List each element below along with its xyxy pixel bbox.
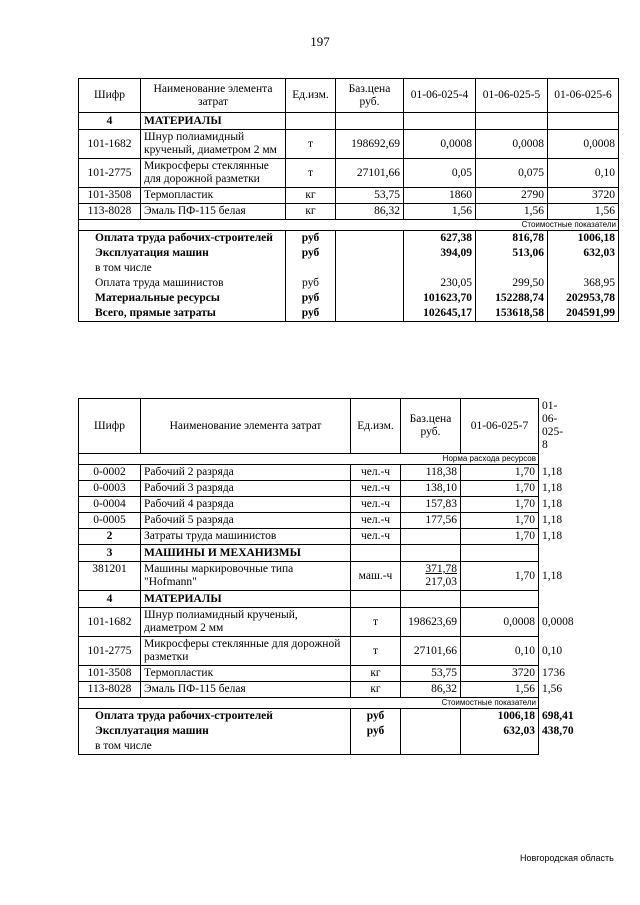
- cell-value: 0,0008: [476, 130, 548, 159]
- total-row: Оплата труда рабочих-строителей руб 1006,18 698,41: [79, 709, 539, 725]
- cell-name: Термопластик: [141, 666, 351, 682]
- total-value: 202953,78: [548, 291, 619, 306]
- section-row-machines: [79, 545, 539, 562]
- cell-value: 0,05: [404, 159, 476, 188]
- cell-value: 1,56: [476, 204, 548, 220]
- total-unit: руб: [351, 724, 401, 739]
- col-header-code: Шифр: [79, 399, 141, 454]
- total-label: Материальные ресурсы: [79, 291, 286, 306]
- total-price-empty: [401, 709, 461, 725]
- cell-unit: т: [286, 130, 336, 159]
- cell-code: 0-0002: [79, 465, 141, 481]
- total-row: [79, 739, 539, 755]
- col-header-name: Наименование элемента затрат: [141, 79, 286, 113]
- total-unit: руб: [286, 246, 336, 261]
- cell-value: 1,56: [548, 204, 619, 220]
- cell-price: 27101,66: [401, 637, 461, 666]
- total-row: Эксплуатация машин руб 632,03 438,70: [79, 724, 539, 739]
- cell-code: 2: [79, 529, 141, 545]
- total-price-empty: [336, 231, 404, 247]
- total-unit: руб: [286, 306, 336, 322]
- cell-name: Рабочий 3 разряда: [141, 481, 351, 497]
- cell-value: 1,56: [461, 682, 539, 698]
- total-label: в том числе: [79, 739, 351, 755]
- total-value: 1006,18: [548, 231, 619, 247]
- col-header-norm-5: 01-06-025-5: [476, 79, 548, 113]
- total-label: Эксплуатация машин: [79, 724, 351, 739]
- cell-price: 53,75: [336, 188, 404, 204]
- total-value: 102645,17: [404, 306, 476, 322]
- total-value: 816,78: [476, 231, 548, 247]
- cell-value: 3720: [548, 188, 619, 204]
- col-header-name: Наименование элемента затрат: [141, 399, 351, 454]
- cell-unit: кг: [286, 188, 336, 204]
- total-value: 153618,58: [476, 306, 548, 322]
- col-header-code: Шифр: [79, 79, 141, 113]
- total-price-empty: [336, 246, 404, 261]
- resource-row: [79, 130, 619, 159]
- cell-code: 113-8028: [79, 204, 141, 220]
- cell-value: 1,70: [461, 465, 539, 481]
- cell-unit: т: [286, 159, 336, 188]
- cell-price: 86,32: [336, 204, 404, 220]
- band-row-norm: [79, 454, 539, 465]
- cell-value: 2790: [476, 188, 548, 204]
- band-label: Стоимостные показатели: [79, 220, 619, 231]
- total-value: 513,06: [476, 246, 548, 261]
- total-label: в том числе: [79, 261, 286, 276]
- cell-value: 0,0008: [404, 130, 476, 159]
- total-value: 204591,99: [548, 306, 619, 322]
- total-row: [79, 291, 619, 306]
- cell-price: 177,56: [401, 513, 461, 529]
- cell-value: 0,075: [476, 159, 548, 188]
- total-unit: руб: [351, 709, 401, 725]
- cell-value: 1,70: [461, 481, 539, 497]
- resource-row: 0-0002 Рабочий 2 разряда чел.-ч 118,38 1,70 1,18: [79, 465, 539, 481]
- cell-name: Эмаль ПФ-115 белая: [141, 204, 286, 220]
- cell-name: Рабочий 5 разряда: [141, 513, 351, 529]
- col-header-unit: Ед.изм.: [286, 79, 336, 113]
- cell-code: 101-1682: [79, 608, 141, 637]
- cell-price: [401, 529, 461, 545]
- cell-price: 157,83: [401, 497, 461, 513]
- cell-value: 1,70: [461, 513, 539, 529]
- total-value: 632,03: [461, 724, 539, 739]
- total-row: [79, 306, 619, 322]
- total-value: 627,38: [404, 231, 476, 247]
- total-row: [79, 276, 619, 291]
- total-price-empty: [336, 306, 404, 322]
- cell-code: 0-0004: [79, 497, 141, 513]
- total-unit: руб: [286, 291, 336, 306]
- cell-unit: чел.-ч: [351, 529, 401, 545]
- total-value: 632,03: [548, 246, 619, 261]
- cell-name: Термопластик: [141, 188, 286, 204]
- cell-value: 0,10: [548, 159, 619, 188]
- cell-code: 0-0005: [79, 513, 141, 529]
- total-row: [79, 246, 619, 261]
- cell-code: 101-3508: [79, 666, 141, 682]
- resource-row: 0-0004 Рабочий 4 разряда чел.-ч 157,83 1,70 1,18: [79, 497, 539, 513]
- cell-value: 3720: [461, 666, 539, 682]
- total-price-empty: [401, 739, 461, 755]
- cell-unit: чел.-ч: [351, 513, 401, 529]
- machinist-row: 2 Затраты труда машинистов чел.-ч 1,70 1,18: [79, 529, 539, 545]
- col-header-price: Баз.цена руб.: [401, 399, 461, 454]
- cell-unit: кг: [351, 682, 401, 698]
- cell-name: Микросферы стеклянные для дорожной разметки: [141, 637, 351, 666]
- cell-price: 198623,69: [401, 608, 461, 637]
- machine-price-main: 371,78: [425, 563, 457, 575]
- resource-row: 0-0003 Рабочий 3 разряда чел.-ч 138,10 1,70 1,18: [79, 481, 539, 497]
- footer-region: Новгородская область: [520, 853, 614, 863]
- cell-value: 1,70: [461, 497, 539, 513]
- total-value: 394,09: [404, 246, 476, 261]
- cell-name: Эмаль ПФ-115 белая: [141, 682, 351, 698]
- resource-row: 101-2775 Микросферы стеклянные для дорожной разметки т 27101,66 0,10 0,10: [79, 637, 539, 666]
- cell-value: 0,0008: [461, 608, 539, 637]
- table1-header-row: [79, 79, 619, 113]
- total-row: [79, 261, 619, 276]
- section-code: 4: [79, 591, 141, 608]
- section-row-materials: [79, 591, 539, 608]
- cell-value: 1,70: [461, 529, 539, 545]
- cell-name: Шнур полиамидный крученый, диаметром 2 мм: [141, 608, 351, 637]
- section-code: 4: [79, 113, 141, 130]
- cell-price: 118,38: [401, 465, 461, 481]
- resource-row: 113-8028 Эмаль ПФ-115 белая кг 86,32 1,56 1,56: [79, 682, 539, 698]
- page-number: 197: [310, 34, 330, 49]
- total-unit: руб: [286, 231, 336, 247]
- machine-row: 381201 Машины маркировочные типа "Hofmann" маш.-ч 371,78 217,03 1,70 1,18: [79, 562, 539, 591]
- resource-row: [79, 204, 619, 220]
- section-title: МАТЕРИАЛЫ: [141, 591, 351, 608]
- resource-row: 101-1682 Шнур полиамидный крученый, диаметром 2 мм т 198623,69 0,0008 0,0008: [79, 608, 539, 637]
- resource-row: 101-3508 Термопластик кг 53,75 3720 1736: [79, 666, 539, 682]
- total-value: [461, 739, 539, 755]
- total-value: 299,50: [476, 276, 548, 291]
- total-value: [476, 261, 548, 276]
- total-value: 101623,70: [404, 291, 476, 306]
- cell-unit: кг: [286, 204, 336, 220]
- cell-price: 53,75: [401, 666, 461, 682]
- section-row-materials: [79, 113, 619, 130]
- cell-unit: кг: [351, 666, 401, 682]
- cell-code: 101-2775: [79, 637, 141, 666]
- total-label: Всего, прямые затраты: [79, 306, 286, 322]
- band-row-cost: [79, 220, 619, 231]
- col-header-norm-7: 01-06-025-7: [461, 399, 539, 454]
- cell-unit: т: [351, 608, 401, 637]
- total-label: Оплата труда рабочих-строителей: [79, 709, 351, 725]
- cell-code: 101-3508: [79, 188, 141, 204]
- cell-unit: чел.-ч: [351, 481, 401, 497]
- resource-table-1: [78, 78, 619, 322]
- band-row-cost: [79, 698, 539, 709]
- cell-price: 86,32: [401, 682, 461, 698]
- cell-unit: маш.-ч: [351, 562, 401, 591]
- band-label-norm: Норма расхода ресурсов: [79, 454, 539, 465]
- total-unit: [351, 739, 401, 755]
- cell-value: 0,10: [461, 637, 539, 666]
- total-value: [404, 261, 476, 276]
- total-value: [548, 261, 619, 276]
- col-header-price: Баз.цена руб.: [336, 79, 404, 113]
- cell-value: 1,70: [461, 562, 539, 591]
- resource-row: [79, 188, 619, 204]
- total-value: 152288,74: [476, 291, 548, 306]
- resource-table-2: [78, 398, 574, 755]
- total-label: Эксплуатация машин: [79, 246, 286, 261]
- section-code: 3: [79, 545, 141, 562]
- cell-price: 138,10: [401, 481, 461, 497]
- cell-price: 27101,66: [336, 159, 404, 188]
- total-price-empty: [336, 291, 404, 306]
- resource-row: 0-0005 Рабочий 5 разряда чел.-ч 177,56 1,70 1,18: [79, 513, 539, 529]
- cell-price: [401, 562, 461, 591]
- total-price-empty: [401, 724, 461, 739]
- machine-price-secondary: 217,03: [425, 576, 457, 588]
- total-unit: [286, 261, 336, 276]
- cell-unit: чел.-ч: [351, 465, 401, 481]
- cell-value: 0,0008: [548, 130, 619, 159]
- total-value: 230,05: [404, 276, 476, 291]
- cell-price: 198692,69: [336, 130, 404, 159]
- cell-unit: т: [351, 637, 401, 666]
- cell-code: 0-0003: [79, 481, 141, 497]
- cell-code: 381201: [79, 562, 141, 591]
- cell-name: Шнур полиамидный крученый, диаметром 2 мм: [141, 130, 286, 159]
- cell-code: 101-2775: [79, 159, 141, 188]
- cell-name: Затраты труда машинистов: [141, 529, 351, 545]
- cell-name: Рабочий 2 разряда: [141, 465, 351, 481]
- section-title: МАШИНЫ И МЕХАНИЗМЫ: [141, 545, 351, 562]
- col-header-norm-4: 01-06-025-4: [404, 79, 476, 113]
- col-header-unit: Ед.изм.: [351, 399, 401, 454]
- cell-value: 1860: [404, 188, 476, 204]
- cell-name: Микросферы стеклянные для дорожной разметки: [141, 159, 286, 188]
- total-price-empty: [336, 276, 404, 291]
- total-row: [79, 231, 619, 247]
- total-value: 368,95: [548, 276, 619, 291]
- band-label-cost: Стоимостные показатели: [79, 698, 539, 709]
- total-price-empty: [336, 261, 404, 276]
- total-value: 1006,18: [461, 709, 539, 725]
- cell-unit: чел.-ч: [351, 497, 401, 513]
- col-header-norm-6: 01-06-025-6: [548, 79, 619, 113]
- resource-row: [79, 159, 619, 188]
- cell-name: Машины маркировочные типа "Hofmann": [141, 562, 351, 591]
- total-label: Оплата труда рабочих-строителей: [79, 231, 286, 247]
- cell-value: 1,56: [404, 204, 476, 220]
- total-label: Оплата труда машинистов: [79, 276, 286, 291]
- total-unit: руб: [286, 276, 336, 291]
- section-title: МАТЕРИАЛЫ: [141, 113, 286, 130]
- cell-code: 101-1682: [79, 130, 141, 159]
- cell-name: Рабочий 4 разряда: [141, 497, 351, 513]
- table2-header-row: Шифр Наименование элемента затрат Ед.изм. Баз.цена руб. 01-06-025-7 01-06-025-8: [79, 399, 539, 454]
- cell-code: 113-8028: [79, 682, 141, 698]
